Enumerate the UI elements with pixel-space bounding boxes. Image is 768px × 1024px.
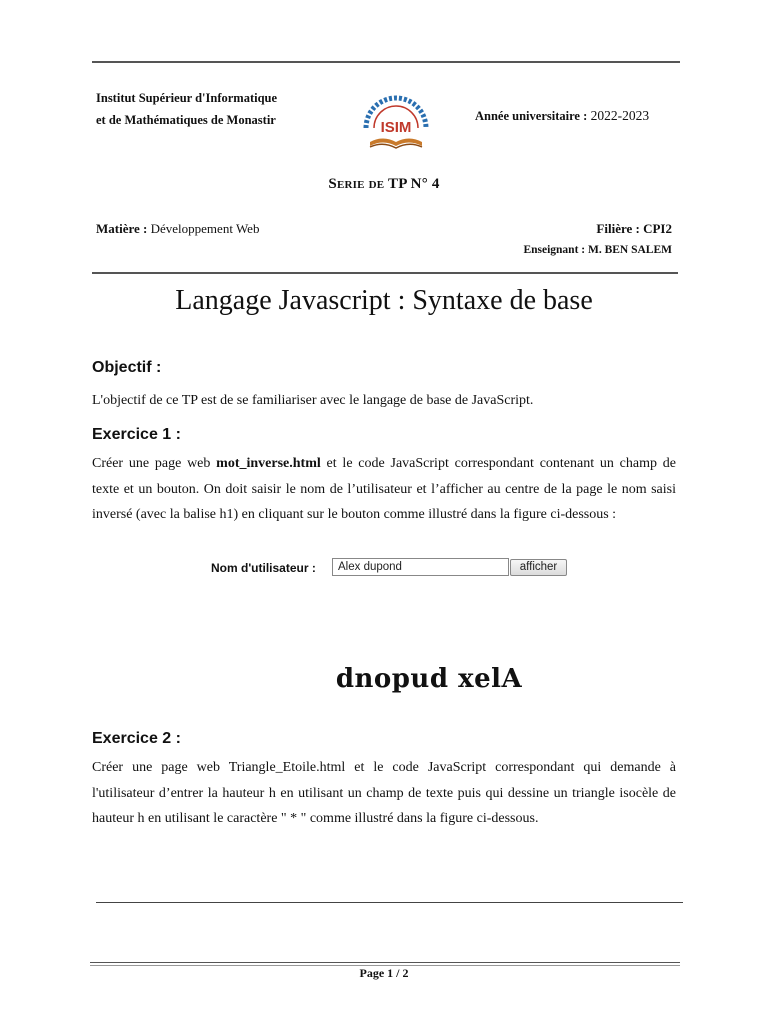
objectif-text: L'objectif de ce TP est de se familiariser avec le langage de base de JavaScript. bbox=[92, 393, 534, 408]
serie-value: TP N° 4 bbox=[387, 176, 440, 192]
footer-rule-upper bbox=[96, 902, 683, 903]
year-label: Année universitaire : bbox=[475, 109, 588, 123]
year-value: 2022-2023 bbox=[590, 108, 650, 123]
demo-username-label: Nom d'utilisateur : bbox=[211, 561, 316, 575]
document-title: Langage Javascript : Syntaxe de base bbox=[175, 285, 593, 316]
exercice1-text-before: Créer une page web bbox=[92, 456, 217, 471]
exercice1-filename: mot_inverse.html bbox=[216, 456, 321, 471]
institute-line-2: et de Mathématiques de Monastir bbox=[96, 113, 276, 127]
enseignant: Enseignant : M. BEN SALEM bbox=[523, 244, 672, 256]
footer-rule-lower bbox=[90, 962, 680, 963]
isim-logo bbox=[356, 92, 436, 154]
exercice1-text bbox=[92, 451, 676, 528]
exercice1-text-after: et le code JavaScript correspondant contenant un champ de texte et un bouton. On doit saisir le nom de l’utilisateur et l’afficher au centre de la page le nom saisi inversé (avec la balise h1) en cliquant sur le bouton comme illustré dans la figure ci-dessous : bbox=[92, 456, 676, 522]
institute-line-1: Institut Supérieur d'Informatique bbox=[96, 91, 278, 105]
matiere-value: Développement Web bbox=[150, 221, 260, 236]
demo-reversed-output: dnopud xelA bbox=[335, 664, 523, 694]
page-number: Page 1 / 2 bbox=[359, 966, 409, 980]
exercice1-heading: Exercice 1 : bbox=[92, 426, 181, 443]
matiere-label: Matière : bbox=[96, 221, 148, 236]
institute-name bbox=[96, 87, 277, 131]
exercice2-text: Créer une page web Triangle_Etoile.html et le code JavaScript correspondant qui demande à l'utilisateur d’entrer la hauteur h en utilisant un champ de texte puis qui dessine un triangle isocèle de hauteur h en utilisant le caractère " * " comme illustré dans la figure ci-dessous. bbox=[92, 760, 676, 826]
header-rule bbox=[92, 272, 678, 274]
demo-afficher-button: afficher bbox=[510, 559, 567, 576]
demo-username-input: Alex dupond bbox=[332, 558, 509, 576]
academic-year bbox=[475, 108, 649, 124]
top-rule bbox=[92, 61, 680, 63]
objectif-heading: Objectif : bbox=[92, 359, 162, 376]
serie-prefix: Serie de bbox=[328, 176, 385, 192]
serie-title bbox=[0, 176, 768, 193]
matiere bbox=[96, 221, 259, 237]
logo-text: ISIM bbox=[380, 119, 412, 136]
filiere: Filière : CPI2 bbox=[596, 221, 672, 236]
exercice2-heading: Exercice 2 : bbox=[92, 730, 181, 747]
